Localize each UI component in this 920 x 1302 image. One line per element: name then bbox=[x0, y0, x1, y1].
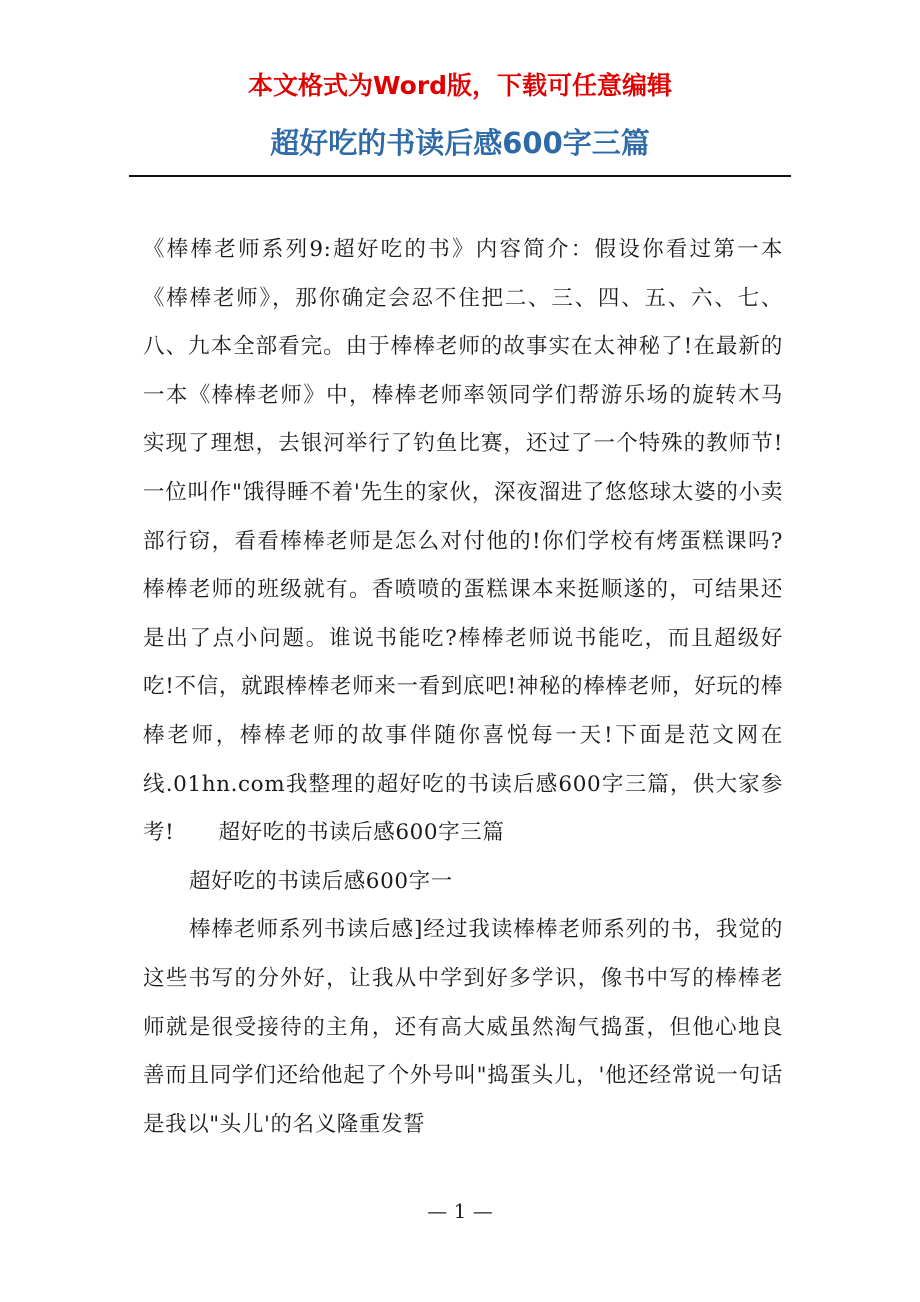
page-number: — 1 — bbox=[427, 1199, 493, 1223]
format-notice-banner: 本文格式为Word版，下载可任意编辑 bbox=[247, 71, 673, 100]
title-divider bbox=[129, 175, 791, 177]
intro-paragraph: 《棒棒老师系列9:超好吃的书》内容简介：假设你看过第一本《棒棒老师》，那你确定会忍不住把二、三、四、五、六、七、八、九本全部看完。由于棒棒老师的故事实在太神秘了!在最新的一本《棒棒老师》中，棒棒老师率领同学们帮游乐场的旋转木马实现了理想，去银河举行了钓鱼比赛，还过了一个特殊的教师节!一位叫作"饿得睡不着'先生的家伙，深夜溜进了悠悠球太婆的小卖部行窃，看看棒棒老师是怎么对付他的!你们学校有烤蛋糕课吗?棒棒老师的班级就有。香喷喷的蛋糕课本来挺顺遂的，可结果还是出了点小问题。谁说书能吃?棒棒老师说书能吃，而且超级好吃!不信，就跟棒棒老师来一看到底吧!神秘的棒棒老师，好玩的棒棒老师，棒棒老师的故事伴随你喜悦每一天!下面是范文网在线.01hn.com我整理的超好吃的书读后感600字三篇，供大家参考! 超好吃的书读后感600字三篇 bbox=[143, 237, 783, 846]
body-paragraph: 棒棒老师系列书读后感]经过我读棒棒老师系列的书，我觉的这些书写的分外好，让我从中学到好多学识，像书中写的棒棒老师就是很受接待的主角，还有高大威虽然淘气捣蛋，但他心地良善而且同学们还给他起了个外号叫"捣蛋头儿，'他还经常说一句话是我以"头儿'的名义隆重发誓 bbox=[143, 917, 783, 1137]
document-body bbox=[143, 226, 783, 1149]
section-heading: 超好吃的书读后感600字一 bbox=[189, 868, 453, 894]
document-title: 超好吃的书读后感600字三篇 bbox=[270, 126, 650, 160]
